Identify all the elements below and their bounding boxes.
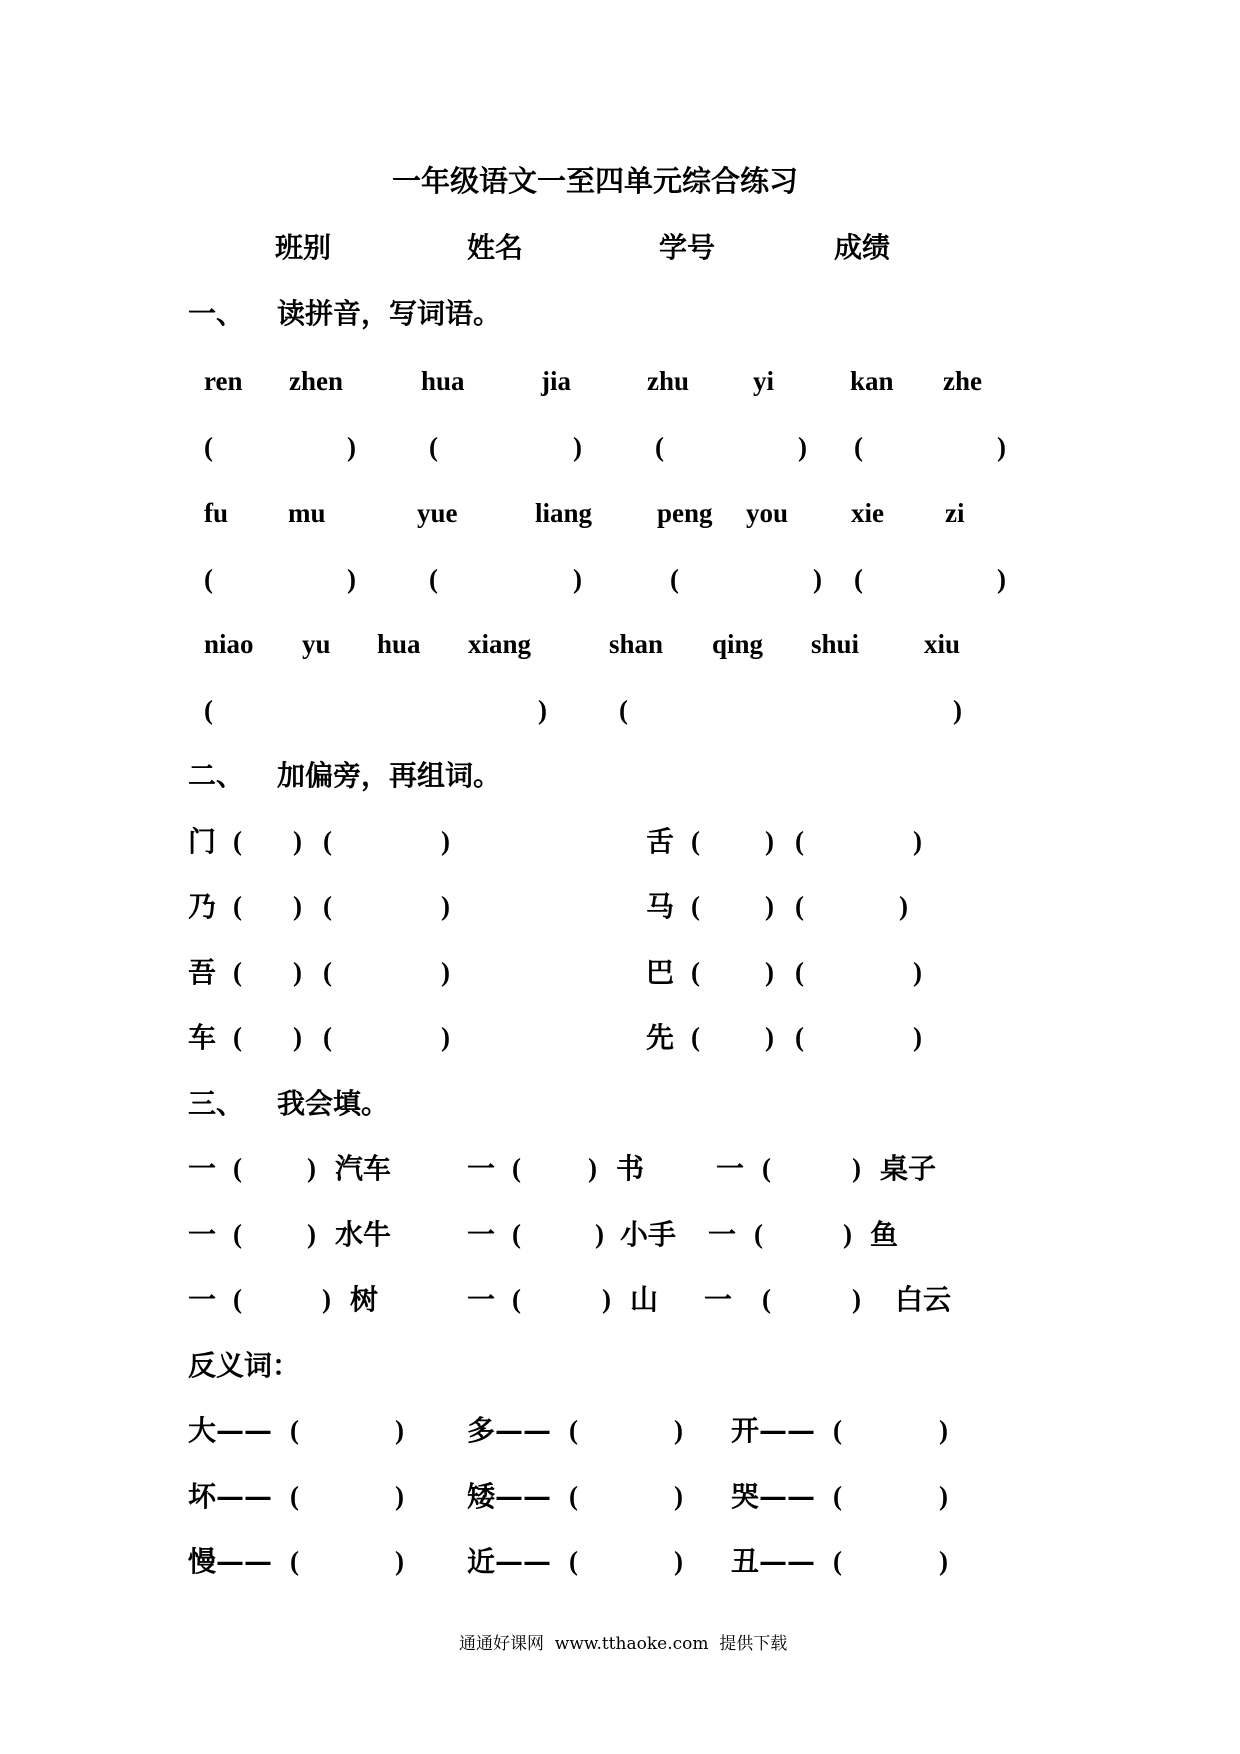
pinyin: qing <box>712 629 764 659</box>
answer-blank-open: ( <box>429 432 438 462</box>
answer-blank-close: ) <box>997 564 1006 594</box>
section2-number: 二、 <box>188 759 245 792</box>
pinyin: yue <box>417 498 458 528</box>
antonym-word: 多 <box>467 1414 496 1447</box>
pinyin: hua <box>377 629 421 659</box>
radical-char: 马 <box>646 890 675 923</box>
antonym-word: 丑 <box>731 1545 760 1578</box>
section2-instruction: 加偏旁，再组词。 <box>277 759 502 792</box>
fill-noun: 白云 <box>895 1283 952 1316</box>
pinyin: shan <box>609 629 664 659</box>
antonym-word: 坏 <box>188 1480 217 1513</box>
pinyin: shui <box>811 629 860 659</box>
pinyin: xiu <box>924 629 961 659</box>
pinyin: liang <box>535 498 593 528</box>
pinyin: mu <box>288 498 326 528</box>
section3-instruction: 我会填。 <box>277 1087 390 1120</box>
pinyin: hua <box>421 366 465 396</box>
answer-blank-close: ) <box>813 564 822 594</box>
fill-noun: 山 <box>630 1283 659 1316</box>
answer-blank-close: ) <box>573 432 582 462</box>
answer-blank-close: ) <box>997 432 1006 462</box>
pinyin: ren <box>204 366 243 396</box>
answer-blank-close: ) <box>538 695 547 725</box>
pinyin: niao <box>204 629 254 659</box>
field-score: 成绩 <box>834 231 891 264</box>
fill-noun: 小手 <box>620 1218 677 1251</box>
radical-char: 舌 <box>646 825 675 858</box>
fill-noun: 树 <box>350 1283 379 1316</box>
antonym-word: 矮 <box>467 1480 496 1513</box>
antonym-word: 大 <box>188 1414 217 1447</box>
radical-char: 巴 <box>646 956 675 989</box>
field-name: 姓名 <box>467 231 524 264</box>
answer-blank-open: ( <box>204 564 213 594</box>
pinyin: zi <box>945 498 965 528</box>
section1-instruction: 读拼音，写词语。 <box>277 297 502 330</box>
page-title: 一年级语文一至四单元综合练习 <box>392 164 799 198</box>
answer-blank-open: ( <box>854 432 863 462</box>
answer-blank-open: ( <box>204 695 213 725</box>
pinyin: fu <box>204 498 229 528</box>
answer-blank-open: ( <box>204 432 213 462</box>
worksheet-page: 一年级语文一至四单元综合练习 班别 姓名 学号 成绩 一、 读拼音，写词语。 ren zhen hua jia zhu yi kan zhe ( ) ( ) ( ) ( ) fu mu yue liang peng you xie zi ( ) ( ) ( ) ( ) niao yu hua xiang shan qing shui xiu ( ) ( ) 二、 加偏旁，再组词。 门 ( ) ( ) 舌 ( ) ( ) 乃 ( ) ( ) 马 ( ) ( ) 吾 ( ) ( ) 巴 ( ) ( ) 车 ( ) ( ) 先 ( ) ( ) 三、 我会填。 一 ( ) 汽车 一 ( ) 书 一 ( ) 桌子 一 ( ) 水牛 一 ( ) 小手 一 ( ) 鱼 一 ( ) 树 一 ( ) 山 一 ( ) 白云 反义词： 大 —— ( ) 多 —— ( ) 开 —— ( ) 坏 —— ( ) 矮 —— ( ) 哭 —— ( ) 慢 —— ( ) 近 —— ( ) 丑 —— ( ) 通通好课网 www.tthaoke.com 提供下载 <box>188 164 1006 1654</box>
answer-blank-open: ( <box>854 564 863 594</box>
antonyms-heading: 反义词： <box>188 1349 301 1382</box>
fill-noun: 汽车 <box>335 1152 392 1185</box>
antonym-word: 哭 <box>731 1480 760 1513</box>
pinyin: zhu <box>647 366 690 396</box>
pinyin: zhe <box>943 366 982 396</box>
antonym-word: 开 <box>731 1414 760 1447</box>
pinyin: jia <box>541 366 571 396</box>
fill-noun: 鱼 <box>870 1218 899 1251</box>
footer-credit: 通通好课网 www.tthaoke.com 提供下载 <box>459 1634 788 1654</box>
antonym-word: 近 <box>467 1545 496 1578</box>
pinyin: xiang <box>468 629 532 659</box>
answer-blank-close: ) <box>347 432 356 462</box>
section1-number: 一、 <box>188 297 245 330</box>
pinyin: xie <box>851 498 884 528</box>
field-class: 班别 <box>275 231 332 264</box>
field-student-number: 学号 <box>659 231 716 264</box>
pinyin: yi <box>753 366 775 396</box>
fill-noun: 桌子 <box>880 1152 937 1185</box>
fill-noun: 书 <box>616 1152 645 1185</box>
answer-blank-close: ) <box>573 564 582 594</box>
answer-blank-close: ) <box>798 432 807 462</box>
answer-blank-close: ) <box>347 564 356 594</box>
answer-blank-close: ) <box>953 695 962 725</box>
answer-blank-open: ( <box>670 564 679 594</box>
antonym-word: 慢 <box>188 1545 217 1578</box>
radical-char: 吾 <box>188 956 217 989</box>
pinyin: kan <box>850 366 894 396</box>
fill-noun: 水牛 <box>335 1218 392 1251</box>
radical-char: 先 <box>646 1021 675 1054</box>
answer-blank-open: ( <box>655 432 664 462</box>
section3-number: 三、 <box>188 1087 245 1120</box>
radical-char: 乃 <box>188 890 217 923</box>
radical-char: 门 <box>188 825 217 858</box>
pinyin: you <box>746 498 789 528</box>
answer-blank-open: ( <box>619 695 628 725</box>
pinyin: zhen <box>289 366 343 396</box>
radical-char: 车 <box>188 1021 217 1054</box>
pinyin: yu <box>302 629 331 659</box>
pinyin: peng <box>657 498 713 528</box>
answer-blank-open: ( <box>429 564 438 594</box>
